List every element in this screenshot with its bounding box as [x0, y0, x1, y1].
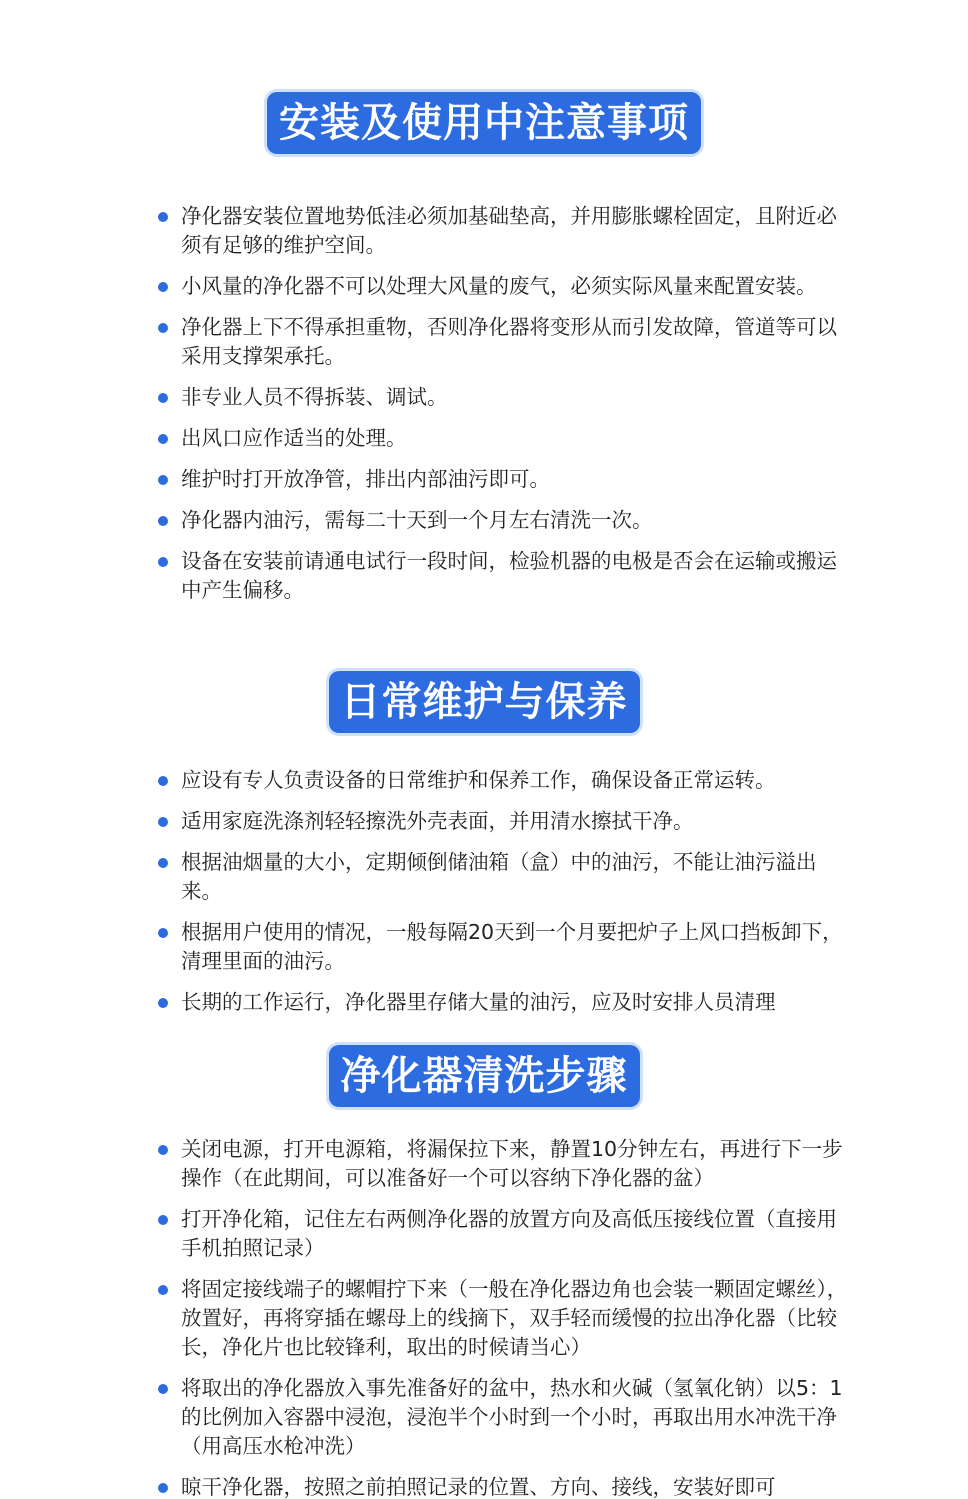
- bullet-dot-icon: [158, 393, 168, 403]
- section-installation-notes: [0, 92, 968, 602]
- list-item: 打开净化箱，记住左右两侧净化器的放置方向及高低压接线位置（直接用手机拍照记录）: [158, 1205, 848, 1263]
- bullet-dot-icon: [158, 1285, 168, 1295]
- list-item: 应设有专人负责设备的日常维护和保养工作，确保设备正常运转。: [158, 766, 848, 795]
- list-item: 小风量的净化器不可以处理大风量的废气，必须实际风量来配置安装。: [158, 272, 848, 301]
- list-item: 根据油烟量的大小，定期倾倒储油箱（盒）中的油污，不能让油污溢出来。: [158, 848, 848, 906]
- section-title: 净化器清洗步骤: [329, 1045, 640, 1107]
- section-daily-maintenance: [0, 671, 968, 1014]
- bullet-dot-icon: [158, 1483, 168, 1493]
- bullet-dot-icon: [158, 858, 168, 868]
- bullet-dot-icon: [158, 776, 168, 786]
- list-item: 根据用户使用的情况，一般每隔20天到一个月要把炉子上风口挡板卸下，清理里面的油污。: [158, 918, 848, 976]
- bullet-list: [158, 1135, 848, 1499]
- bullet-dot-icon: [158, 1145, 168, 1155]
- list-item: 净化器内油污，需每二十天到一个月左右清洗一次。: [158, 506, 848, 535]
- bullet-dot-icon: [158, 516, 168, 526]
- bullet-dot-icon: [158, 998, 168, 1008]
- list-item: 适用家庭洗涤剂轻轻擦洗外壳表面，并用清水擦拭干净。: [158, 807, 848, 836]
- list-item: 非专业人员不得拆装、调试。: [158, 383, 848, 412]
- section-title: 安装及使用中注意事项: [267, 92, 701, 154]
- bullet-dot-icon: [158, 817, 168, 827]
- list-item: 维护时打开放净管，排出内部油污即可。: [158, 465, 848, 494]
- bullet-dot-icon: [158, 1215, 168, 1225]
- bullet-list: [158, 202, 848, 617]
- section-cleaning-steps: [0, 1045, 968, 1499]
- list-item: 将取出的净化器放入事先准备好的盆中，热水和火碱（氢氧化钠）以5：1的比例加入容器中浸泡，浸泡半个小时到一个小时，再取出用水冲洗干净（用高压水枪冲洗）: [158, 1374, 848, 1461]
- section-title: 日常维护与保养: [329, 671, 640, 733]
- list-item: 关闭电源，打开电源箱，将漏保拉下来，静置10分钟左右，再进行下一步操作（在此期间，可以准备好一个可以容纳下净化器的盆）: [158, 1135, 848, 1193]
- bullet-list: [158, 766, 848, 1029]
- list-item: 将固定接线端子的螺帽拧下来（一般在净化器边角也会装一颗固定螺丝），放置好，再将穿插在螺母上的线摘下，双手轻而缓慢的拉出净化器（比较长，净化片也比较锋利，取出的时候请当心）: [158, 1275, 848, 1362]
- list-item: 晾干净化器，按照之前拍照记录的位置、方向、接线，安装好即可: [158, 1473, 848, 1499]
- bullet-dot-icon: [158, 928, 168, 938]
- bullet-dot-icon: [158, 323, 168, 333]
- bullet-dot-icon: [158, 282, 168, 292]
- bullet-dot-icon: [158, 557, 168, 567]
- list-item: 净化器上下不得承担重物，否则净化器将变形从而引发故障，管道等可以采用支撑架承托。: [158, 313, 848, 371]
- bullet-dot-icon: [158, 1384, 168, 1394]
- bullet-dot-icon: [158, 475, 168, 485]
- bullet-dot-icon: [158, 434, 168, 444]
- list-item: 长期的工作运行，净化器里存储大量的油污，应及时安排人员清理: [158, 988, 848, 1017]
- list-item: 出风口应作适当的处理。: [158, 424, 848, 453]
- list-item: 设备在安装前请通电试行一段时间，检验机器的电极是否会在运输或搬运中产生偏移。: [158, 547, 848, 605]
- list-item: 净化器安装位置地势低洼必须加基础垫高，并用膨胀螺栓固定，且附近必须有足够的维护空间。: [158, 202, 848, 260]
- bullet-dot-icon: [158, 212, 168, 222]
